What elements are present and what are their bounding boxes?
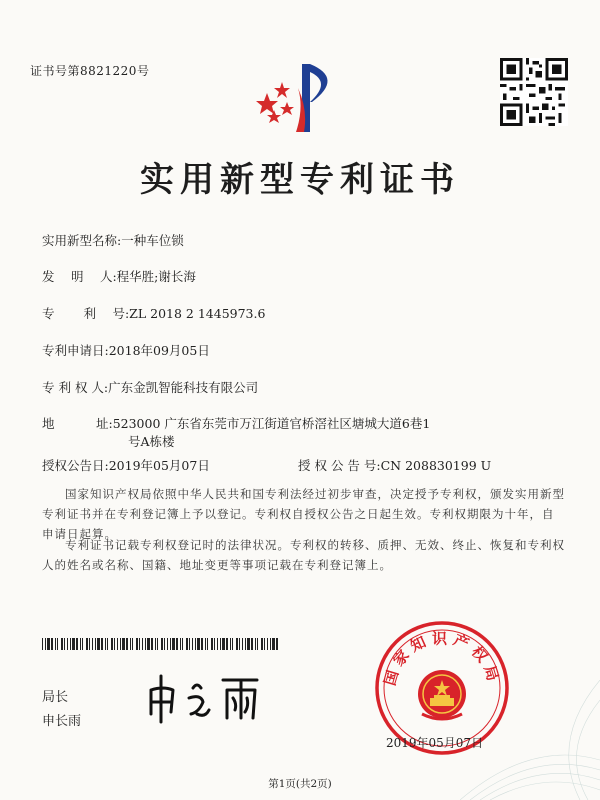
field-label: 授权公告日: xyxy=(42,458,109,473)
address-line-2: 号A栋楼 xyxy=(128,434,175,449)
grant-number-row xyxy=(298,456,491,474)
address-row xyxy=(42,414,430,432)
field-label: 发 明 人: xyxy=(42,269,117,284)
handwritten-signature xyxy=(145,668,265,728)
page-number: 第1页(共2页) xyxy=(268,778,332,790)
field-label: 专利申请日: xyxy=(42,343,109,358)
certificate-number: 证书号第8821220号 xyxy=(30,64,150,78)
field-value: ZL 2018 2 1445973.6 xyxy=(129,306,266,321)
field-label: 实用新型名称: xyxy=(42,233,122,248)
director-name: 申长雨 xyxy=(42,714,82,729)
field-value: 广东金凯智能科技有限公司 xyxy=(108,380,259,395)
field-label: 地 址: xyxy=(42,416,113,431)
svg-text:国家知识产权局: 国家知识产权局 xyxy=(380,629,504,688)
qr-code xyxy=(500,58,568,126)
field-value: 2018年09月05日 xyxy=(108,343,210,358)
field-value: 523000 广东省东莞市万江街道官桥滘社区塘城大道6巷1 xyxy=(112,416,431,431)
field-label: 专 利 号: xyxy=(42,306,130,321)
filing-date-row xyxy=(42,341,210,359)
director-title: 局长 xyxy=(42,690,69,705)
patentee-row xyxy=(42,378,258,396)
cnipa-logo-icon xyxy=(252,58,352,138)
field-label: 授 权 公 告 号: xyxy=(298,458,381,473)
patent-number-row xyxy=(42,304,265,322)
seal-date: 2019年05月07日 xyxy=(386,736,484,750)
utility-model-name-row xyxy=(42,231,184,249)
field-value: 程华胜;谢长海 xyxy=(116,269,196,284)
page-title: 实用新型专利证书 xyxy=(140,160,460,200)
grant-date-row xyxy=(42,456,210,474)
barcode-strip xyxy=(42,638,280,650)
field-value: 2019年05月07日 xyxy=(108,458,210,473)
field-value: 一种车位锁 xyxy=(121,233,184,248)
field-label: 专 利 权 人: xyxy=(42,380,109,395)
field-value: CN 208830199 U xyxy=(380,458,492,473)
body-paragraph-1: 国家知识产权局依照中华人民共和国专利法经过初步审查，决定授予专利权，颁发实用新型专利证书并在专利登记簿上予以登记。专利权自授权公告之日起生效。专利权期限为十年，自申请日起算。 xyxy=(42,487,565,541)
body-paragraph-2: 专利证书记载专利权登记时的法律状况。专利权的转移、质押、无效、终止、恢复和专利权人的姓名或名称、国籍、地址变更等事项记载在专利登记簿上。 xyxy=(42,538,565,572)
inventor-row xyxy=(42,267,196,285)
